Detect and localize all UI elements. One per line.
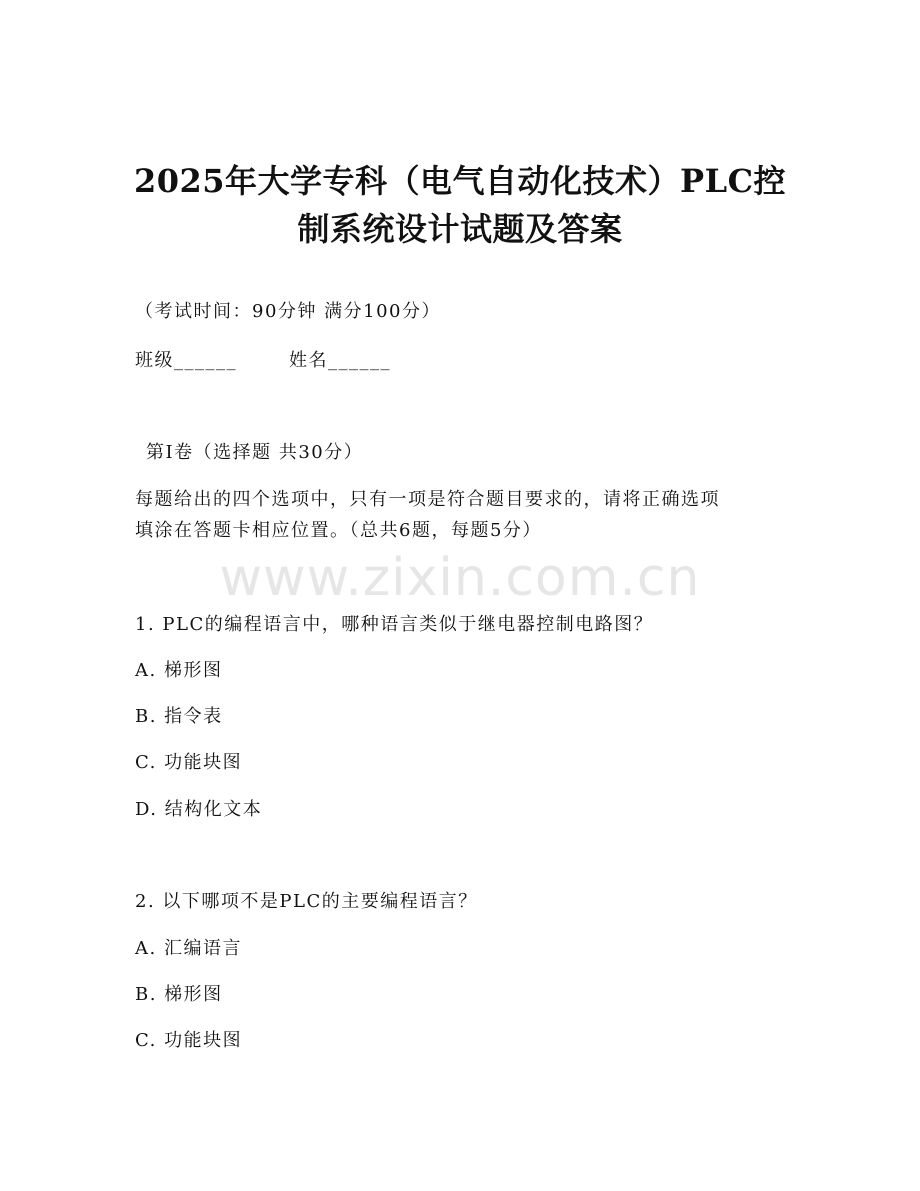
question-2-option-a: A. 汇编语言 [135, 938, 242, 959]
question-1-stem: 1. PLC的编程语言中，哪种语言类似于继电器控制电路图？ [135, 614, 654, 635]
document-title-line-1: 2025年大学专科（电气自动化技术）PLC控 [133, 162, 787, 200]
question-2-stem: 2. 以下哪项不是PLC的主要编程语言？ [135, 891, 478, 912]
question-1-option-b: B. 指令表 [135, 706, 223, 727]
watermark: www.zixin.com.cn [219, 548, 701, 608]
name-field: 姓名______ [289, 350, 391, 371]
instruction-line-2: 填涂在答题卡相应位置。（总共6题，每题5分） [135, 520, 542, 541]
class-field: 班级______ [135, 350, 237, 371]
question-1-option-c: C. 功能块图 [135, 752, 243, 773]
question-1-option-d: D. 结构化文本 [135, 799, 263, 820]
exam-info: （考试时间：90分钟 满分100分） [135, 301, 441, 322]
instruction-line-1: 每题给出的四个选项中，只有一项是符合题目要求的，请将正确选项 [135, 489, 720, 510]
student-info-row [135, 348, 391, 374]
question-1-option-a: A. 梯形图 [135, 660, 223, 681]
section-heading: 第I卷（选择题 共30分） [146, 442, 364, 463]
question-2-option-b: B. 梯形图 [135, 984, 223, 1005]
document-title-line-2: 制系统设计试题及答案 [297, 210, 623, 248]
question-2-option-c: C. 功能块图 [135, 1030, 243, 1051]
